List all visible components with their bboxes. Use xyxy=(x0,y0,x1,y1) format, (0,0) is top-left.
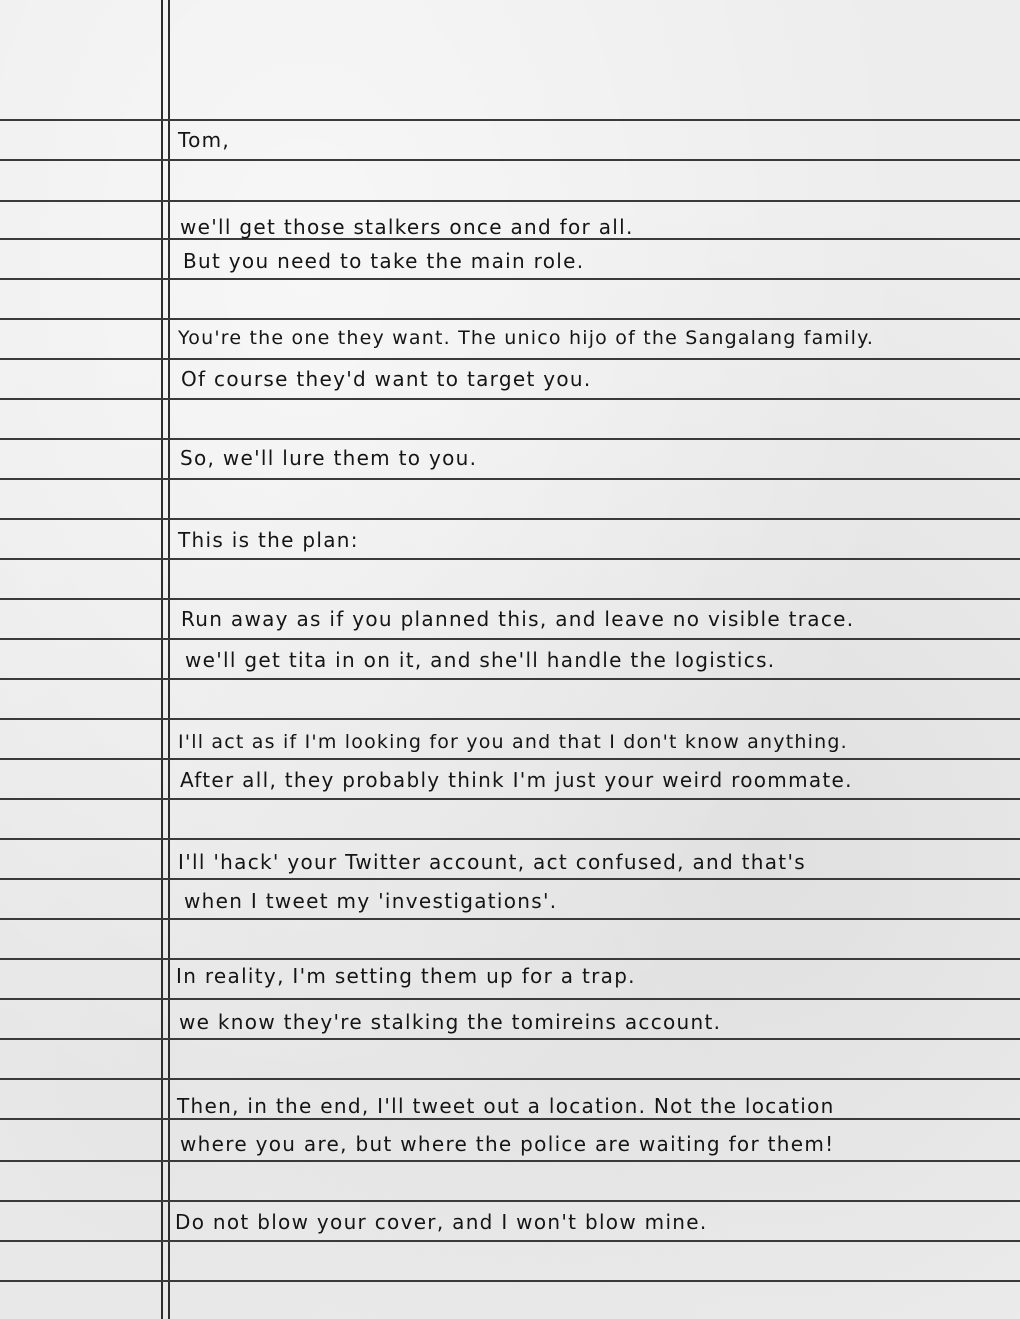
ruled-line xyxy=(0,718,1020,720)
ruled-line xyxy=(0,438,1020,440)
ruled-line xyxy=(0,1118,1020,1120)
ruled-line xyxy=(0,278,1020,280)
ruled-line xyxy=(0,638,1020,640)
letter-line: we'll get tita in on it, and she'll handle the logistics. xyxy=(185,648,776,672)
ruled-line xyxy=(0,1160,1020,1162)
margin-line-left xyxy=(161,0,163,1319)
ruled-line xyxy=(0,200,1020,202)
letter-line: where you are, but where the police are waiting for them! xyxy=(180,1132,835,1156)
ruled-line xyxy=(0,159,1020,161)
ruled-line xyxy=(0,1038,1020,1040)
ruled-line xyxy=(0,758,1020,760)
letter-greeting: Tom, xyxy=(178,128,231,152)
ruled-line xyxy=(0,1240,1020,1242)
ruled-line xyxy=(0,838,1020,840)
ruled-line xyxy=(0,518,1020,520)
margin-line-right xyxy=(168,0,170,1319)
ruled-line xyxy=(0,558,1020,560)
ruled-line xyxy=(0,998,1020,1000)
letter-line: we'll get those stalkers once and for all. xyxy=(180,215,634,239)
ruled-line xyxy=(0,798,1020,800)
letter-line: Do not blow your cover, and I won't blow mine. xyxy=(175,1210,708,1234)
letter-line: Of course they'd want to target you. xyxy=(181,367,592,391)
letter-line: we know they're stalking the tomireins account. xyxy=(179,1010,722,1034)
letter-line: I'll act as if I'm looking for you and that I don't know anything. xyxy=(178,731,848,753)
ruled-line xyxy=(0,598,1020,600)
letter-line: when I tweet my 'investigations'. xyxy=(184,889,558,913)
ruled-line xyxy=(0,878,1020,880)
ruled-line xyxy=(0,958,1020,960)
letter-line: Run away as if you planned this, and leave no visible trace. xyxy=(181,607,855,631)
ruled-line xyxy=(0,918,1020,920)
ruled-line xyxy=(0,318,1020,320)
ruled-line xyxy=(0,1078,1020,1080)
ruled-line xyxy=(0,119,1020,121)
letter-line: This is the plan: xyxy=(178,528,359,552)
letter-line: But you need to take the main role. xyxy=(183,249,585,273)
letter-line: Then, in the end, I'll tweet out a location. Not the location xyxy=(177,1094,835,1118)
ruled-line xyxy=(0,1280,1020,1282)
letter-line: In reality, I'm setting them up for a trap. xyxy=(176,964,636,988)
letter-line: So, we'll lure them to you. xyxy=(180,446,478,470)
ruled-line xyxy=(0,398,1020,400)
letter-line: After all, they probably think I'm just your weird roommate. xyxy=(180,768,853,792)
ruled-line xyxy=(0,478,1020,480)
letter-line: I'll 'hack' your Twitter account, act confused, and that's xyxy=(178,850,806,874)
letter-line: You're the one they want. The unico hijo of the Sangalang family. xyxy=(178,327,875,349)
ruled-line xyxy=(0,358,1020,360)
ruled-line xyxy=(0,678,1020,680)
ruled-line xyxy=(0,1200,1020,1202)
